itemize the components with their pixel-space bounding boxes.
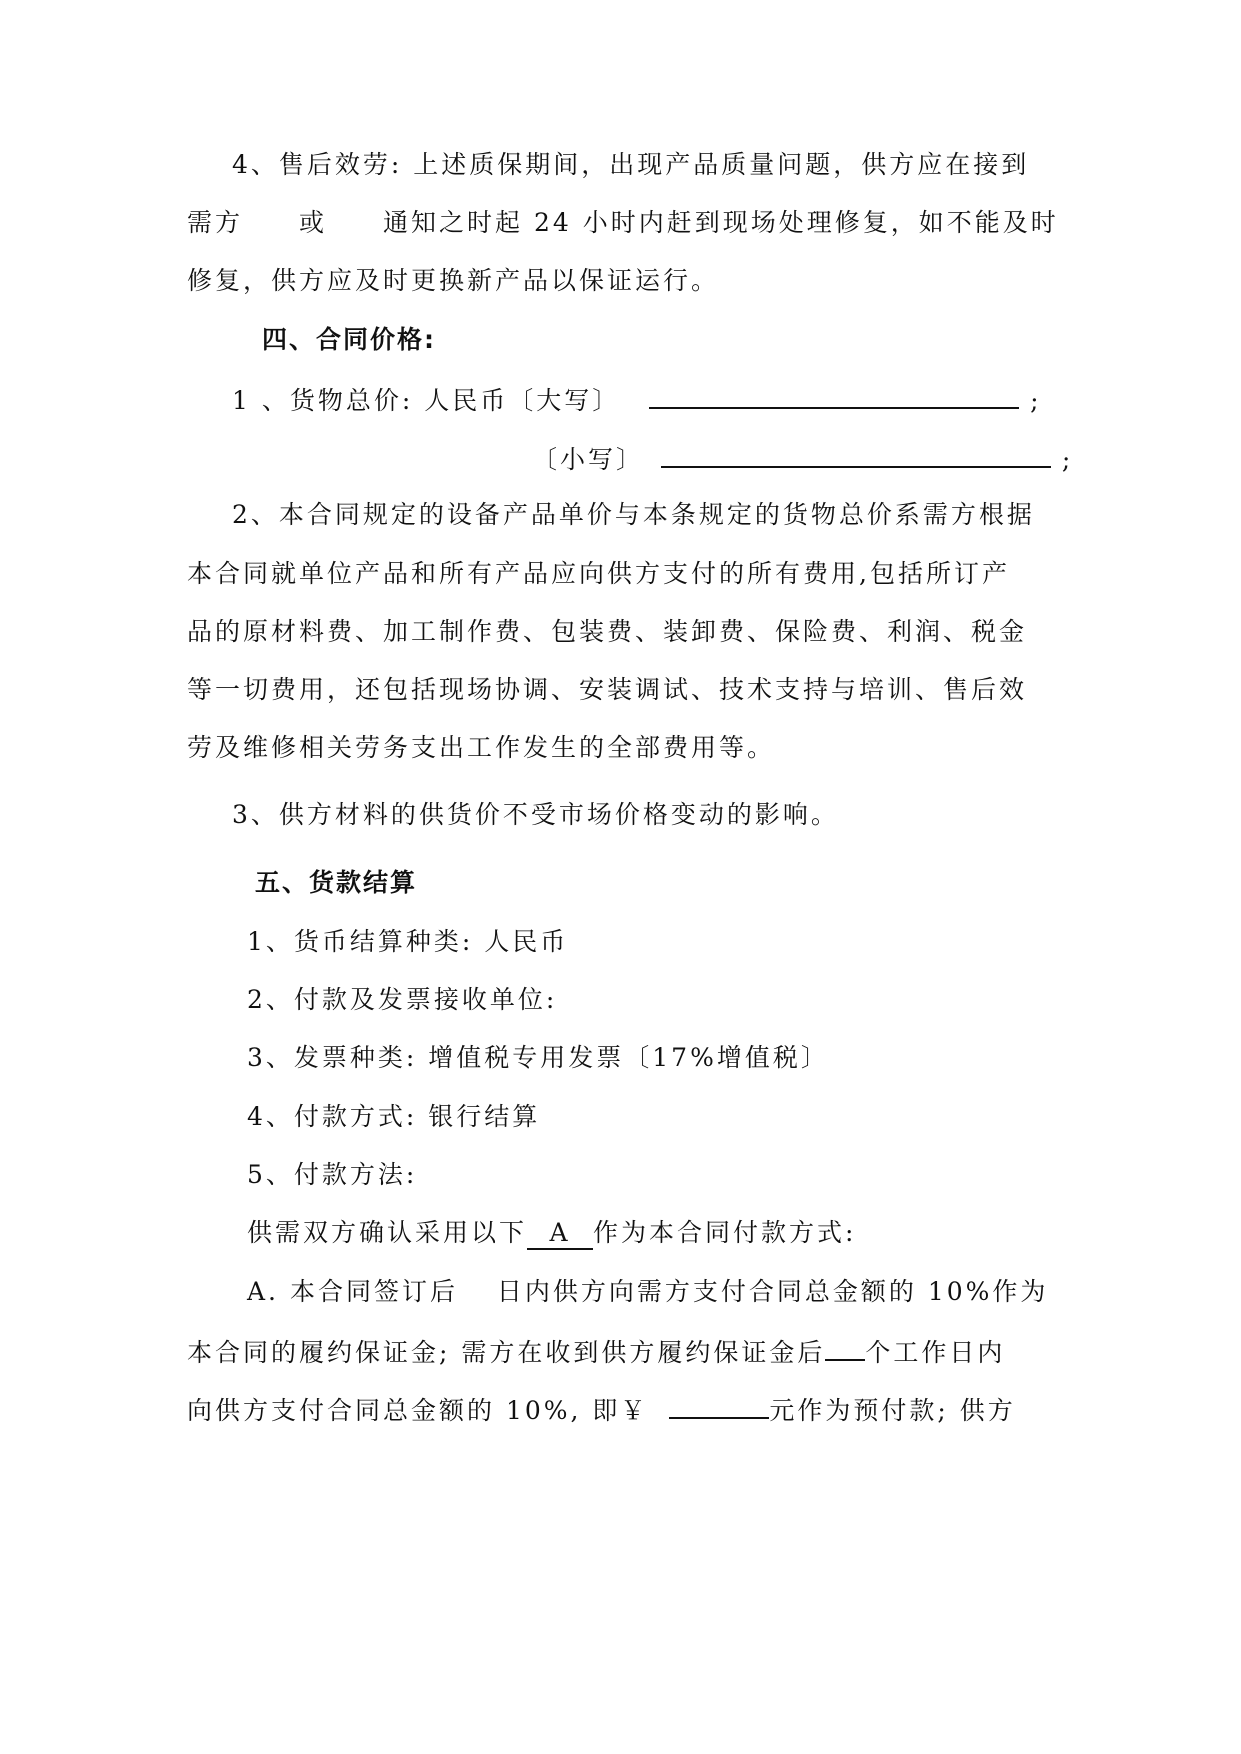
confirm-text-before: 供需双方确认采用以下	[247, 1218, 528, 1247]
payment-item5: 5、付款方法:	[247, 1160, 418, 1189]
total-price-lowercase-blank[interactable]	[661, 440, 1051, 468]
total-price-lowercase-line	[532, 440, 1073, 477]
semicolon: ;	[1030, 386, 1042, 415]
payment-item2: 2、付款及发票接收单位:	[247, 985, 558, 1014]
option-a-line3-tail: 元作为预付款; 供方	[769, 1396, 1016, 1425]
option-a-line-3	[187, 1391, 1016, 1428]
payment-method-choice[interactable]: A	[527, 1218, 593, 1250]
price-clause-line-4: 等一切费用，还包括现场协调、安装调试、技术支持与培训、售后效	[187, 675, 1028, 704]
sec3-item4-line2: 需方 或 通知之时起 24 小时内赶到现场处理修复，如不能及时	[187, 208, 1059, 237]
payment-method-confirm-line	[247, 1216, 856, 1250]
price-clause-line-5: 劳及维修相关劳务支出工作发生的全部费用等。	[187, 733, 776, 762]
price-clause-line-3: 品的原材料费、加工制作费、包装费、装卸费、保险费、利润、税金	[187, 617, 1028, 646]
confirm-text-after: 作为本合同付款方式:	[593, 1218, 857, 1247]
option-a-line2-tail: 个工作日内	[865, 1338, 1006, 1367]
price-clause-line-1: 2、本合同规定的设备产品单价与本条规定的货物总价系需方根据	[232, 500, 1035, 529]
total-price-label: 1 、货物总价: 人民币〔大写〕	[232, 386, 621, 415]
total-price-line	[232, 381, 1042, 418]
option-a-line3-text: 向供方支付合同总金额的 10%, 即￥	[187, 1396, 649, 1425]
option-a-line-2	[187, 1333, 1005, 1370]
payment-item1: 1、货币结算种类: 人民币	[247, 927, 569, 956]
price-clause-line-2: 本合同就单位产品和所有产品应向供方支付的所有费用,包括所订产	[187, 559, 1010, 588]
prepayment-amount-blank[interactable]	[669, 1391, 769, 1419]
working-days-blank[interactable]	[825, 1333, 865, 1361]
sec3-item4-line3: 修复，供方应及时更换新产品以保证运行。	[187, 266, 720, 295]
lowercase-label: 〔小写〕	[532, 445, 645, 474]
option-a-line2-text: 本合同的履约保证金; 需方在收到供方履约保证金后	[187, 1338, 826, 1367]
total-price-uppercase-blank[interactable]	[649, 381, 1019, 409]
option-a-line-1: A. 本合同签订后 日内供方向需方支付合同总金额的 10%作为	[247, 1277, 1049, 1306]
section-heading-payment-settlement: 五、货款结算	[255, 868, 418, 897]
semicolon: ;	[1061, 445, 1074, 474]
sec3-item4-line1: 4、售后效劳: 上述质保期间，出现产品质量问题，供方应在接到	[232, 150, 1030, 179]
price-clause-item3: 3、供方材料的供货价不受市场价格变动的影响。	[232, 800, 839, 829]
section-heading-contract-price: 四、合同价格:	[262, 325, 436, 354]
payment-item4: 4、付款方式: 银行结算	[247, 1102, 541, 1131]
payment-item3: 3、发票种类: 增值税专用发票〔17%增值税〕	[247, 1043, 829, 1072]
